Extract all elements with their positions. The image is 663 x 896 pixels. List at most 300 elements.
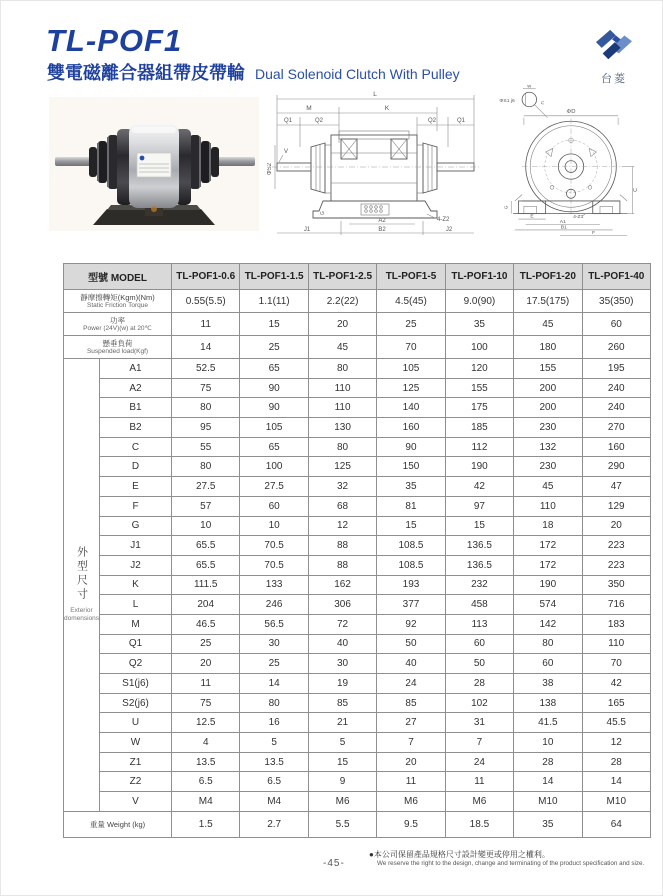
table-row [64,693,651,713]
dim-value-cell: 30 [240,634,308,654]
dim-key-cell: V [100,792,172,812]
dim-key-cell: Q2 [100,654,172,674]
spec-label-en: Static Friction Torque [87,301,148,309]
model-name-header: TL-POF1-20 [514,264,582,290]
dim-value-cell: 204 [172,595,240,615]
dim-value-cell: 270 [582,418,650,438]
dim-value-cell: 11 [445,772,513,792]
dim-value-cell: 112 [445,437,513,457]
dim-value-cell: 27.5 [240,477,308,497]
dim-value-cell: 20 [582,516,650,536]
table-row [64,457,651,477]
dim-value-cell: 80 [308,437,376,457]
table-row [64,595,651,615]
dim-value-cell: 45 [514,477,582,497]
dim-value-cell: 12 [308,516,376,536]
spec-label-zh: 懸垂負荷 [102,338,133,348]
dim-value-cell: M10 [582,792,650,812]
dim-value-cell: 716 [582,595,650,615]
model-name-header: TL-POF1-1.5 [240,264,308,290]
footnote-chinese [369,850,649,860]
dim-value-cell: 185 [445,418,513,438]
spec-value-cell: 45 [308,336,376,359]
dim-label-U: U [540,101,546,105]
spec-row-label [64,336,172,359]
dim-value-cell: 60 [514,654,582,674]
spec-label-en: Suspended load(Kgf) [86,347,149,355]
dim-value-cell: 14 [240,674,308,694]
dim-value-cell: 60 [445,634,513,654]
dim-key-cell: B1 [100,398,172,418]
dim-value-cell: 46.5 [172,614,240,634]
weight-value-cell: 1.5 [172,811,240,837]
dim-value-cell: 110 [514,496,582,516]
dim-value-cell: 223 [582,555,650,575]
dim-label-J1: J1 [303,227,311,233]
spec-row-label [64,313,172,336]
dim-label-Q2-left: Q2 [314,118,324,124]
dim-value-cell: 108.5 [377,536,445,556]
dim-value-cell: 160 [582,437,650,457]
dim-value-cell: 72 [308,614,376,634]
dim-value-cell: 246 [240,595,308,615]
dim-value-cell: 80 [172,457,240,477]
dim-value-cell: 102 [445,693,513,713]
dim-value-cell: 105 [240,418,308,438]
dim-value-cell: 35 [377,477,445,497]
dim-value-cell: 142 [514,614,582,634]
dim-value-cell: 11 [172,674,240,694]
model-column-header: 型號 MODEL [64,264,172,290]
dim-value-cell: 190 [445,457,513,477]
table-row [64,772,651,792]
dim-value-cell: 45.5 [582,713,650,733]
subtitle-chinese: 雙電磁離合器組帶皮帶輪 [47,63,245,83]
dim-value-cell: M6 [308,792,376,812]
dim-value-cell: 95 [172,418,240,438]
table-row [64,555,651,575]
dim-group-label [64,359,100,812]
dim-label-phiS1: ΦS1 j6 [499,98,515,105]
side-view-drawing [267,87,485,242]
weight-value-cell: 18.5 [445,811,513,837]
model-name-header: TL-POF1-0.6 [172,264,240,290]
dim-group-label-zh: 外型尺寸 [75,546,88,603]
spec-value-cell: 20 [308,313,376,336]
dim-value-cell: 80 [308,359,376,379]
dim-value-cell: 306 [308,595,376,615]
dim-value-cell: 90 [377,437,445,457]
footnote-zh-text: 本公司保留產品規格尺寸設計變更或停用之權利。 [373,850,550,859]
dim-value-cell: 110 [308,398,376,418]
dim-value-cell: 92 [377,614,445,634]
dim-value-cell: 50 [377,634,445,654]
dim-value-cell: 14 [514,772,582,792]
dim-value-cell: 15 [377,516,445,536]
table-row [64,516,651,536]
dim-value-cell: 172 [514,536,582,556]
dim-key-cell: S1(j6) [100,674,172,694]
weight-value-cell: 35 [514,811,582,837]
spec-value-cell: 11 [172,313,240,336]
dim-value-cell: 138 [514,693,582,713]
table-row [64,477,651,497]
dim-value-cell: 25 [172,634,240,654]
dim-group-label-en: Exterior domensions [64,607,100,623]
table-row [64,713,651,733]
table-row [64,398,651,418]
footnote [369,850,649,869]
dim-value-cell: 28 [445,674,513,694]
table-row [64,792,651,812]
dim-value-cell: 81 [377,496,445,516]
dim-key-cell: A1 [100,359,172,379]
spec-value-cell: 17.5(175) [514,290,582,313]
dim-value-cell: 31 [445,713,513,733]
dim-label-Q1-right: Q1 [456,118,466,124]
dim-value-cell: 10 [514,733,582,753]
company-logo [588,27,640,86]
table-header-row [64,264,651,290]
dim-value-cell: 42 [582,674,650,694]
dim-value-cell: 75 [172,693,240,713]
dim-value-cell: 350 [582,575,650,595]
dim-value-cell: 150 [377,457,445,477]
dim-value-cell: 14 [582,772,650,792]
dim-value-cell: 42 [445,477,513,497]
dim-value-cell: 18 [514,516,582,536]
dim-value-cell: 70 [582,654,650,674]
dim-value-cell: 7 [445,733,513,753]
dim-value-cell: 65.5 [172,536,240,556]
dim-key-cell: F [100,496,172,516]
weight-value-cell: 5.5 [308,811,376,837]
dim-value-cell: 6.5 [172,772,240,792]
dim-key-cell: D [100,457,172,477]
weight-value-cell: 9.5 [377,811,445,837]
spec-value-cell: 180 [514,336,582,359]
dim-value-cell: 47 [582,477,650,497]
dim-value-cell: 40 [308,634,376,654]
model-name-header: TL-POF1-40 [582,264,650,290]
dim-value-cell: 16 [240,713,308,733]
dim-key-cell: B2 [100,418,172,438]
spec-value-cell: 0.55(5.5) [172,290,240,313]
dim-value-cell: 12.5 [172,713,240,733]
dim-value-cell: 155 [445,378,513,398]
table-row [64,811,651,837]
dim-value-cell: 12 [582,733,650,753]
footnote-bullet: ● [369,850,374,859]
dim-label-K: K [384,105,390,112]
dim-value-cell: 290 [582,457,650,477]
dim-label-G-side: G [320,211,326,215]
dim-key-cell: K [100,575,172,595]
table-row [64,634,651,654]
dim-key-cell: E [100,477,172,497]
dim-value-cell: M4 [172,792,240,812]
dim-key-cell: Z1 [100,752,172,772]
spec-value-cell: 25 [377,313,445,336]
dim-label-phiS2: ΦS2 [267,162,273,176]
dim-label-F: F [592,230,596,237]
dim-value-cell: 125 [308,457,376,477]
table-row [64,752,651,772]
dim-value-cell: 13.5 [172,752,240,772]
dim-value-cell: 88 [308,536,376,556]
spec-value-cell: 1.1(11) [240,290,308,313]
dim-label-4-Z1: 4-Z1 [573,214,584,221]
spec-value-cell: 70 [377,336,445,359]
dim-value-cell: 105 [377,359,445,379]
footnote-english: We reserve the right to the design, change and terminating of the product specification and size. [377,860,645,868]
spec-value-cell: 25 [240,336,308,359]
dim-value-cell: 160 [377,418,445,438]
dim-value-cell: 68 [308,496,376,516]
spec-value-cell: 60 [582,313,650,336]
subtitle-english: Dual Solenoid Clutch With Pulley [255,66,460,82]
table-row [64,654,651,674]
product-photo [49,97,259,236]
table-row [64,290,651,313]
dim-label-Q1-left: Q1 [283,118,293,124]
logo-text: 台菱 [601,73,627,85]
table-row [64,575,651,595]
dim-value-cell: M6 [377,792,445,812]
dim-value-cell: 19 [308,674,376,694]
dim-label-phiD: ΦD [566,109,576,116]
table-row [64,418,651,438]
dim-value-cell: 56.5 [240,614,308,634]
dim-value-cell: 110 [582,634,650,654]
dim-value-cell: 80 [172,398,240,418]
spec-value-cell: 35(350) [582,290,650,313]
dim-value-cell: 458 [445,595,513,615]
dim-value-cell: 50 [445,654,513,674]
dim-value-cell: 100 [240,457,308,477]
dim-value-cell: 13.5 [240,752,308,772]
weight-value-cell: 64 [582,811,650,837]
dim-value-cell: 65 [240,437,308,457]
dim-value-cell: 223 [582,536,650,556]
dim-value-cell: 200 [514,398,582,418]
dim-key-cell: L [100,595,172,615]
table-row [64,359,651,379]
dim-value-cell: 136.5 [445,536,513,556]
model-name-header: TL-POF1-2.5 [308,264,376,290]
dim-key-cell: J2 [100,555,172,575]
dim-value-cell: 129 [582,496,650,516]
dim-value-cell: 24 [377,674,445,694]
dim-label-E: E [530,213,534,220]
dim-value-cell: M4 [240,792,308,812]
spec-value-cell: 100 [445,336,513,359]
dim-label-M: M [306,105,312,112]
table-row [64,536,651,556]
spec-table [63,263,651,838]
weight-value-cell: 2.7 [240,811,308,837]
dim-value-cell: 55 [172,437,240,457]
table-row [64,336,651,359]
dim-value-cell: 57 [172,496,240,516]
dim-value-cell: 155 [514,359,582,379]
dim-label-B1: B1 [560,224,567,231]
dim-value-cell: 165 [582,693,650,713]
dim-value-cell: M6 [445,792,513,812]
weight-row-label: 重量 Weight (kg) [64,811,172,837]
dim-value-cell: 6.5 [240,772,308,792]
dim-value-cell: 15 [308,752,376,772]
dim-key-cell: W [100,733,172,753]
table-row [64,313,651,336]
dim-value-cell: 80 [240,693,308,713]
dim-value-cell: 20 [377,752,445,772]
dim-value-cell: 113 [445,614,513,634]
dim-value-cell: 133 [240,575,308,595]
dim-value-cell: 230 [514,457,582,477]
dim-value-cell: 38 [514,674,582,694]
spec-value-cell: 14 [172,336,240,359]
spec-value-cell: 260 [582,336,650,359]
dim-value-cell: 10 [172,516,240,536]
front-view-drawing [491,85,651,244]
dim-value-cell: 125 [377,378,445,398]
dim-value-cell: 41.5 [514,713,582,733]
dim-value-cell: 90 [240,398,308,418]
dim-value-cell: 230 [514,418,582,438]
spec-value-cell: 45 [514,313,582,336]
dim-value-cell: 4 [172,733,240,753]
dim-value-cell: 140 [377,398,445,418]
company-logo-icon [591,27,637,63]
dim-value-cell: 20 [172,654,240,674]
spec-value-cell: 9.0(90) [445,290,513,313]
table-row [64,496,651,516]
dim-key-cell: Q1 [100,634,172,654]
dim-value-cell: 130 [308,418,376,438]
dim-label-Q2-right: Q2 [427,118,437,124]
dim-key-cell: M [100,614,172,634]
dim-value-cell: 11 [377,772,445,792]
table-row [64,614,651,634]
dim-value-cell: 200 [514,378,582,398]
dim-value-cell: 5 [240,733,308,753]
dim-label-B2: B2 [378,227,386,233]
dim-value-cell: 32 [308,477,376,497]
dim-value-cell: 108.5 [377,555,445,575]
dim-value-cell: 28 [514,752,582,772]
dim-value-cell: 30 [308,654,376,674]
dim-value-cell: 97 [445,496,513,516]
dim-value-cell: 232 [445,575,513,595]
dim-value-cell: 65.5 [172,555,240,575]
spec-value-cell: 35 [445,313,513,336]
spec-label-en: Power (24V)(w) at 20℃ [83,324,152,332]
dim-value-cell: 5 [308,733,376,753]
dim-value-cell: 88 [308,555,376,575]
dim-value-cell: 21 [308,713,376,733]
dim-value-cell: 85 [377,693,445,713]
dim-label-A1: A1 [559,219,566,226]
dim-value-cell: 136.5 [445,555,513,575]
dim-value-cell: 240 [582,378,650,398]
dim-label-4-Z2: 4-Z2 [437,217,450,223]
dim-key-cell: G [100,516,172,536]
page-title: TL-POF1 [46,23,183,58]
dim-value-cell: 574 [514,595,582,615]
table-row [64,378,651,398]
spec-label-zh: 功率 [110,315,125,325]
dim-value-cell: 52.5 [172,359,240,379]
dim-value-cell: 27.5 [172,477,240,497]
dim-value-cell: 183 [582,614,650,634]
spec-value-cell: 2.2(22) [308,290,376,313]
dim-label-W: W [527,85,532,89]
spec-row-label [64,290,172,313]
dim-key-cell: J1 [100,536,172,556]
dim-value-cell: 132 [514,437,582,457]
dim-label-A2: A2 [378,218,386,224]
dim-label-J2: J2 [445,227,453,233]
dim-value-cell: 190 [514,575,582,595]
dim-value-cell: 195 [582,359,650,379]
dim-label-C: C [633,187,640,192]
dim-value-cell: 377 [377,595,445,615]
dim-value-cell: 10 [240,516,308,536]
table-row [64,733,651,753]
dim-value-cell: 70.5 [240,555,308,575]
dim-value-cell: 28 [582,752,650,772]
dim-value-cell: 7 [377,733,445,753]
dim-value-cell: 9 [308,772,376,792]
dim-key-cell: C [100,437,172,457]
dim-value-cell: 27 [377,713,445,733]
dim-value-cell: 120 [445,359,513,379]
dim-value-cell: 85 [308,693,376,713]
model-name-header: TL-POF1-5 [377,264,445,290]
dim-value-cell: 70.5 [240,536,308,556]
dim-label-V: V [284,149,289,155]
dim-value-cell: 240 [582,398,650,418]
dim-value-cell: 172 [514,555,582,575]
model-name-header: TL-POF1-10 [445,264,513,290]
table-row [64,674,651,694]
dim-value-cell: 110 [308,378,376,398]
dim-value-cell: 193 [377,575,445,595]
table-row [64,437,651,457]
dim-value-cell: 111.5 [172,575,240,595]
dim-value-cell: 162 [308,575,376,595]
dim-label-G-front: G [503,205,509,210]
dim-value-cell: 60 [240,496,308,516]
dim-value-cell: 80 [514,634,582,654]
dim-value-cell: 90 [240,378,308,398]
dim-key-cell: A2 [100,378,172,398]
dim-label-L: L [373,91,377,98]
dim-value-cell: 24 [445,752,513,772]
dim-key-cell: U [100,713,172,733]
dim-value-cell: 65 [240,359,308,379]
spec-label-zh: 靜摩擦轉矩(Kgm)(Nm) [80,292,155,302]
dim-value-cell: 15 [445,516,513,536]
page-number: -45- [323,858,345,869]
dim-value-cell: 25 [240,654,308,674]
page-subtitle [47,59,460,85]
dim-key-cell: Z2 [100,772,172,792]
dim-value-cell: 40 [377,654,445,674]
dim-value-cell: 75 [172,378,240,398]
spec-value-cell: 4.5(45) [377,290,445,313]
